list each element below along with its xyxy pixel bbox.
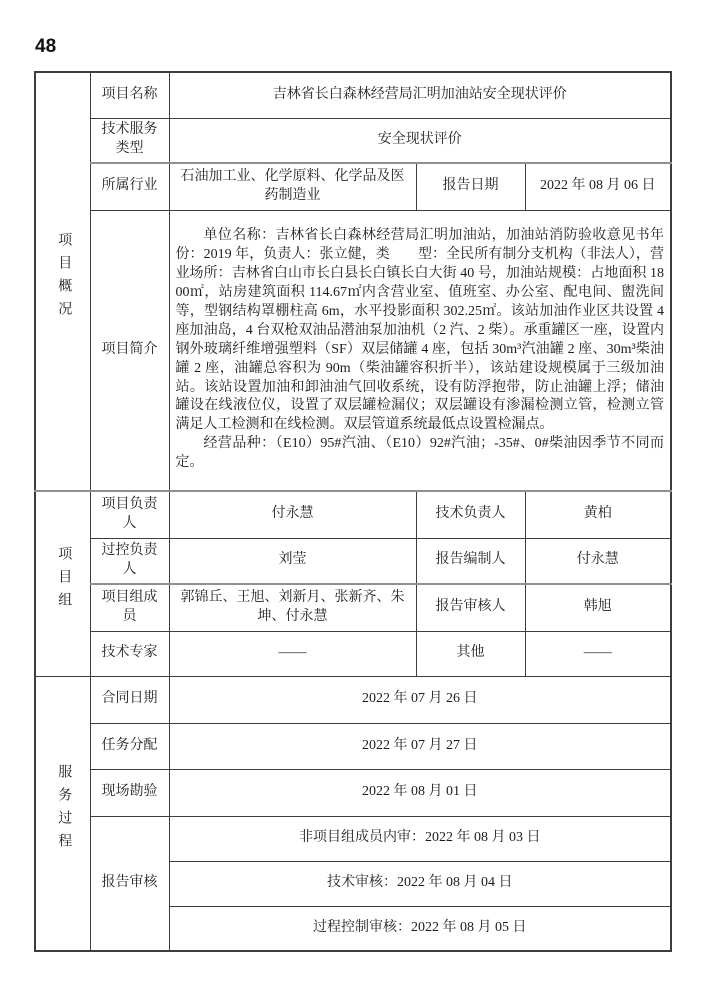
team-row-value2: —— [525, 631, 671, 676]
project-brief-label: 项目简介 [90, 210, 169, 491]
report-date-value: 2022 年 08 月 06 日 [525, 163, 671, 210]
section-project-overview [35, 72, 90, 491]
project-name-label: 项目名称 [90, 72, 169, 118]
report-review-item: 过程控制审核：2022 年 08 月 05 日 [169, 906, 671, 951]
section-label-project-overview: 项目概况 [56, 232, 72, 325]
team-row-label: 技术专家 [90, 631, 169, 676]
report-date-label: 报告日期 [416, 163, 525, 210]
team-row-value: —— [169, 631, 416, 676]
report-review-label: 报告审核 [90, 816, 169, 951]
team-row-label: 项目组成员 [90, 584, 169, 631]
process-row-value: 2022 年 08 月 01 日 [169, 769, 671, 816]
team-row-value2: 韩旭 [525, 584, 671, 631]
team-row-label: 过控负责人 [90, 538, 169, 584]
process-row-value: 2022 年 07 月 27 日 [169, 723, 671, 769]
team-row-label2: 技术负责人 [416, 491, 525, 538]
section-project-team [35, 491, 90, 676]
team-row-value2: 付永慧 [525, 538, 671, 584]
team-row-value: 付永慧 [169, 491, 416, 538]
project-brief-paragraph-1: 单位名称：吉林省长白森林经营局汇明加油站，加油站消防验收意见书年份：2019 年，负责人：张立健，类 型：全民所有制分支机构（非法人），营业场所：吉林省白山市长白县长白镇长白大街 40 号，加油站规模：占地面积 1800㎡，站房建筑面积 114.67㎡内含营业室、值班室、办公室、配电间、盥洗间等，型钢结构罩棚柱高 6m，水平投影面积 302.25㎡。该站加油作业区共设置 4 座加油岛，4 台双枪双油品潜油泵加油机（2 汽、2 柴）。承重罐区一座，设置内钢外玻璃纤维增强塑料（SF）双层储罐 4 座，包括 30m³汽油罐 2 座、30m³柴油罐 2 座，油罐总容积为 90m（柴油罐容积折半），该站建设规模属于三级加油站。该站设置加油和卸油油气回收系统，设有防浮抱带，防止油罐上浮；储油罐设在线液位仪，设置了双层罐检漏仪；双层罐设有渗漏检测立管，检测立管满足人工检测和在线检测。双层管道系统最低点设置检漏点。 [175, 228, 664, 433]
team-row-value: 郭锦丘、王旭、刘新月、张新齐、朱坤、付永慧 [169, 584, 416, 631]
process-row-value: 2022 年 07 月 26 日 [169, 676, 671, 723]
section-service-process [35, 676, 90, 951]
project-brief-value [169, 210, 671, 491]
team-row-label2: 其他 [416, 631, 525, 676]
team-row-label2: 报告审核人 [416, 584, 525, 631]
project-info-table [34, 71, 672, 952]
report-review-item: 技术审核：2022 年 08 月 04 日 [169, 861, 671, 906]
service-type-label: 技术服务类型 [90, 118, 169, 163]
process-row-label: 合同日期 [90, 676, 169, 723]
team-row-value: 刘莹 [169, 538, 416, 584]
process-row-label: 任务分配 [90, 723, 169, 769]
process-row-label: 现场勘验 [90, 769, 169, 816]
industry-value: 石油加工业、化学原料、化学品及医药制造业 [169, 163, 416, 210]
team-row-value2: 黄柏 [525, 491, 671, 538]
industry-label: 所属行业 [90, 163, 169, 210]
project-name-value: 吉林省长白森林经营局汇明加油站安全现状评价 [169, 72, 671, 118]
team-row-label: 项目负责人 [90, 491, 169, 538]
service-type-value: 安全现状评价 [169, 118, 671, 163]
section-label-project-team: 项目组 [56, 545, 72, 615]
report-review-item: 非项目组成员内审：2022 年 08 月 03 日 [169, 816, 671, 861]
project-brief-paragraph-2: 经营品种：（E10）95#汽油、（E10）92#汽油；-35#、0#柴油因季节不同而定。 [175, 436, 664, 471]
section-label-service-process: 服务过程 [56, 763, 72, 856]
team-row-label2: 报告编制人 [416, 538, 525, 584]
page-number: 48 [35, 36, 57, 57]
